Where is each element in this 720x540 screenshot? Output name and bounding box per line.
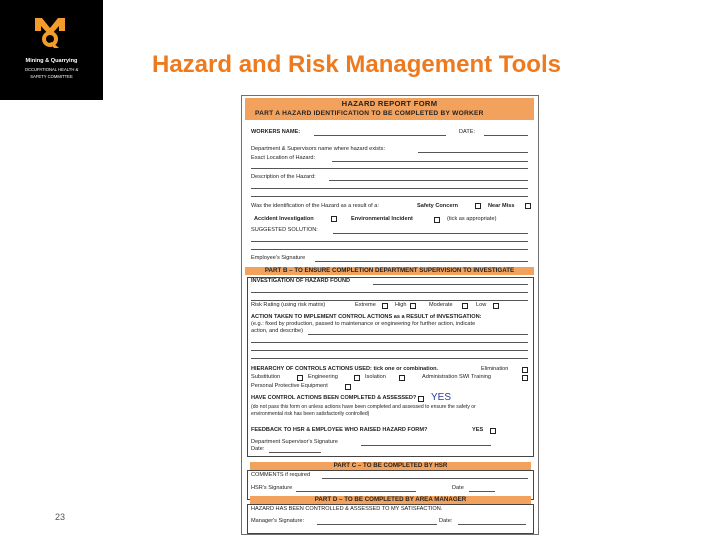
exact-location-label: Exact Location of Hazard: bbox=[251, 155, 316, 161]
page-number: 23 bbox=[55, 512, 66, 522]
manager-signature-field[interactable] bbox=[317, 524, 437, 525]
investigation-line-2[interactable] bbox=[251, 292, 528, 293]
extreme-checkbox[interactable] bbox=[382, 303, 388, 309]
dept-supervisor-signature-field[interactable] bbox=[361, 445, 491, 446]
moderate-checkbox[interactable] bbox=[462, 303, 468, 309]
action-taken-field[interactable] bbox=[308, 334, 528, 335]
engineering-label: Engineering bbox=[308, 374, 338, 380]
accident-investigation-label: Accident Investigation bbox=[254, 216, 314, 222]
administration-label: Administration SWI Training bbox=[422, 374, 492, 380]
suggested-solution-field[interactable] bbox=[333, 233, 528, 234]
employee-signature-label: Employee's Signature bbox=[251, 255, 306, 261]
suggested-solution-line-3[interactable] bbox=[251, 249, 528, 250]
part-b-heading: PART B – TO ENSURE COMPLETION DEPARTMENT SUPERVISION TO INVESTIGATE bbox=[245, 267, 534, 275]
date3-field[interactable] bbox=[469, 491, 495, 492]
employee-signature-field[interactable] bbox=[315, 261, 528, 262]
logo-text-line1: Mining & Quarrying bbox=[25, 58, 78, 64]
investigation-line-3[interactable] bbox=[251, 300, 528, 301]
feedback-yes-label: YES bbox=[472, 427, 484, 433]
extreme-label: Extreme bbox=[355, 302, 376, 308]
comments-label: COMMENTS if required bbox=[251, 472, 311, 478]
ppe-checkbox[interactable] bbox=[345, 384, 351, 390]
action-taken-label: ACTION TAKEN TO IMPLEMENT CONTROL ACTIONS as a RESULT of INVESTIGATION: bbox=[251, 314, 482, 320]
feedback-yes-checkbox[interactable] bbox=[490, 428, 496, 434]
date2-label: Date: bbox=[251, 446, 265, 452]
engineering-checkbox[interactable] bbox=[354, 375, 360, 381]
identification-label: Was the identification of the Hazard as a result of a: bbox=[251, 203, 379, 209]
description-line-2[interactable] bbox=[251, 188, 528, 189]
date4-field[interactable] bbox=[458, 524, 526, 525]
near-miss-label: Near Miss bbox=[488, 203, 515, 209]
sidebar bbox=[0, 0, 103, 540]
workers-name-field[interactable] bbox=[314, 135, 446, 136]
comments-field[interactable] bbox=[322, 478, 528, 479]
date-label: DATE: bbox=[459, 129, 476, 135]
form-header bbox=[245, 98, 534, 120]
action-taken-describe: action, and describe) bbox=[251, 328, 303, 334]
department-label: Department & Supervisors name where hazard exists: bbox=[251, 146, 385, 152]
investigation-field[interactable] bbox=[373, 284, 528, 285]
hazard-report-form bbox=[241, 95, 539, 535]
suggested-solution-line-2[interactable] bbox=[251, 241, 528, 242]
safety-concern-checkbox[interactable] bbox=[475, 203, 481, 209]
substitution-label: Substitution bbox=[251, 374, 281, 380]
date2-field[interactable] bbox=[269, 452, 321, 453]
moderate-label: Moderate bbox=[429, 302, 453, 308]
part-d-heading: PART D – TO BE COMPLETED BY AREA MANAGER bbox=[250, 496, 531, 504]
low-checkbox[interactable] bbox=[493, 303, 499, 309]
risk-rating-label: Risk Rating (using risk matrix) bbox=[251, 302, 326, 308]
isolation-checkbox[interactable] bbox=[399, 375, 405, 381]
safety-concern-label: Safety Concern bbox=[417, 203, 459, 209]
substitution-checkbox[interactable] bbox=[297, 375, 303, 381]
isolation-label: Isolation bbox=[365, 374, 386, 380]
mq-logo-icon bbox=[33, 14, 67, 48]
handwritten-yes: YES bbox=[431, 392, 452, 403]
note-line-2: environmental risk has been satisfactorily controlled) bbox=[251, 411, 370, 417]
near-miss-checkbox[interactable] bbox=[525, 203, 531, 209]
logo-text-line2: OCCUPATIONAL HEALTH & bbox=[24, 67, 79, 72]
action-taken-example: (e.g.: fixed by production, passed to maintenance or engineering for further action, indicate bbox=[251, 321, 476, 327]
elimination-label: Elimination bbox=[481, 366, 509, 372]
part-c-heading: PART C – TO BE COMPLETED BY HSR bbox=[250, 462, 531, 470]
ppe-label: Personal Protective Equipment bbox=[251, 383, 328, 389]
dept-supervisor-signature-label: Department Supervisor's Signature bbox=[251, 439, 338, 445]
logo-block bbox=[0, 0, 103, 100]
slide-title: Hazard and Risk Management Tools bbox=[152, 51, 561, 78]
environmental-incident-checkbox[interactable] bbox=[434, 217, 440, 223]
action-taken-line-4[interactable] bbox=[251, 358, 528, 359]
hierarchy-label: HIERARCHY OF CONTROLS ACTIONS USED: tick one or combination. bbox=[251, 366, 439, 372]
action-taken-line-2[interactable] bbox=[251, 342, 528, 343]
workers-name-label: WORKERS NAME: bbox=[251, 129, 301, 135]
description-field[interactable] bbox=[329, 180, 528, 181]
high-label: High bbox=[395, 302, 407, 308]
exact-location-line-2[interactable] bbox=[251, 168, 528, 169]
description-line-3[interactable] bbox=[251, 196, 528, 197]
description-label: Description of the Hazard: bbox=[251, 174, 316, 180]
administration-checkbox[interactable] bbox=[522, 375, 528, 381]
low-label: Low bbox=[476, 302, 487, 308]
high-checkbox[interactable] bbox=[410, 303, 416, 309]
exact-location-field[interactable] bbox=[332, 161, 528, 162]
department-field[interactable] bbox=[418, 152, 528, 153]
action-taken-line-3[interactable] bbox=[251, 350, 528, 351]
tick-note: (tick as appropriate) bbox=[447, 216, 497, 222]
manager-signature-label: Manager's Signature: bbox=[251, 518, 304, 524]
date3-label: Date bbox=[452, 485, 464, 491]
investigation-label: INVESTIGATION OF HAZARD FOUND bbox=[251, 278, 351, 284]
logo-text-line3: SAFETY COMMITTEE bbox=[30, 74, 73, 79]
environmental-incident-label: Environmental Incident bbox=[351, 216, 413, 222]
feedback-label: FEEDBACK TO HSR & EMPLOYEE WHO RAISED HAZARD FORM? bbox=[251, 427, 428, 433]
have-control-label: HAVE CONTROL ACTIONS BEEN COMPLETED & ASSESSED? bbox=[251, 395, 417, 401]
hsr-signature-label: HSR's Signature bbox=[251, 485, 293, 491]
part-a-heading: PART A HAZARD IDENTIFICATION TO BE COMPLETED BY WORKER bbox=[255, 110, 484, 117]
note-line-1: (do not pass this form on unless actions have been completed and assessed to ensure the safety or bbox=[251, 404, 476, 410]
accident-investigation-checkbox[interactable] bbox=[331, 216, 337, 222]
controlled-statement: HAZARD HAS BEEN CONTROLLED & ASSESSED TO MY SATISFACTION. bbox=[251, 506, 443, 512]
suggested-solution-label: SUGGESTED SOLUTION: bbox=[251, 227, 318, 233]
have-control-checkbox[interactable] bbox=[418, 396, 424, 402]
form-title: HAZARD REPORT FORM bbox=[341, 99, 438, 108]
date4-label: Date: bbox=[439, 518, 453, 524]
elimination-checkbox[interactable] bbox=[522, 367, 528, 373]
date-field[interactable] bbox=[484, 135, 528, 136]
hsr-signature-field[interactable] bbox=[296, 491, 416, 492]
